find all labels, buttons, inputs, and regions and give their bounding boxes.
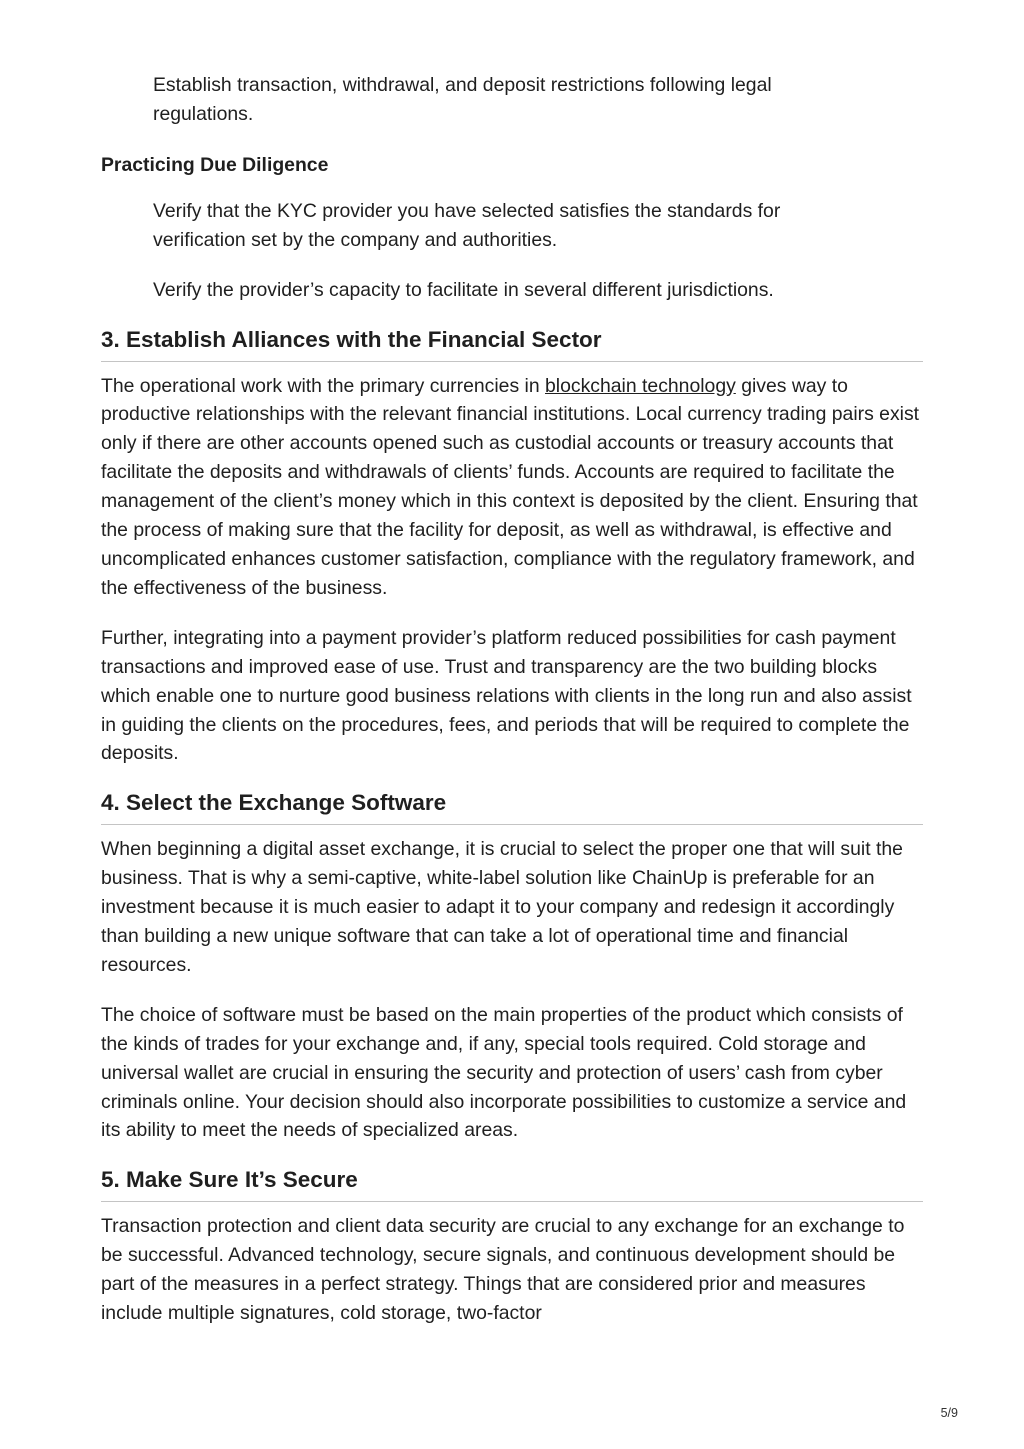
document-body — [101, 71, 923, 1328]
page-number: 5/9 — [940, 1406, 958, 1420]
restrictions-item: Establish transaction, withdrawal, and deposit restrictions following legal regulations. — [153, 74, 772, 125]
blockchain-technology-link[interactable]: blockchain technology — [545, 374, 736, 397]
section-5-paragraph-1: Transaction protection and client data security are crucial to any exchange for an exchange to be successful. Advanced technology, secure signals, and continuous development should be part of the measures in a perfect strategy. Things that are considered prior and measures include multiple signatures, cold storage, two-factor — [101, 1215, 905, 1325]
section-3-text-before-link: The operational work with the primary currencies in — [101, 374, 546, 397]
section-4-paragraph-2: The choice of software must be based on the main properties of the product which consists of the kinds of trades for your exchange and, if any, special tools required. Cold storage and universal wallet are crucial in ensuring the security and protection of users’ cash from cyber criminals online. Your decision should also incorporate possibilities to customize a service and its ability to meet the needs of specialized areas. — [101, 1003, 907, 1142]
due-diligence-item-2: Verify the provider’s capacity to facilitate in several different jurisdictions. — [153, 278, 774, 301]
due-diligence-item-1: Verify that the KYC provider you have selected satisfies the standards for verification set by the company and authorities. — [153, 199, 781, 251]
section-5-heading: 5. Make Sure It’s Secure — [101, 1165, 923, 1202]
section-3-paragraph-2: Further, integrating into a payment provider’s platform reduced possibilities for cash payment transactions and improved ease of use. Trust and transparency are the two building blocks which enable one to nurture good business relations with clients in the long run and also assist in guiding the clients on the procedures, fees, and periods that will be required to complete the deposits. — [101, 626, 912, 765]
section-3-paragraph-1 — [101, 372, 923, 603]
due-diligence-heading: Practicing Due Diligence — [101, 153, 329, 176]
section-3-heading: 3. Establish Alliances with the Financial Sector — [101, 325, 923, 362]
section-3-text-after-link: gives way to productive relationships with the relevant financial institutions. Local currency trading pairs exist only if there are other accounts opened such as custodial accounts or treasury accounts that facilitate the deposits and withdrawals of clients’ funds. Accounts are required to facilitate the management of the client’s money which in this context is deposited by the client. Ensuring that the process of making sure that the facility for deposit, as well as withdrawal, is effective and uncomplicated enhances customer satisfaction, compliance with the regulatory framework, and the effectiveness of the business. — [101, 374, 920, 599]
section-4-paragraph-1: When beginning a digital asset exchange, it is crucial to select the proper one that will suit the business. That is why a semi-captive, white-label solution like ChainUp is preferable for an investment because it is much easier to adapt it to your company and redesign it accordingly than building a new unique software that can take a lot of operational time and financial resources. — [101, 838, 903, 976]
section-4-heading: 4. Select the Exchange Software — [101, 788, 923, 825]
